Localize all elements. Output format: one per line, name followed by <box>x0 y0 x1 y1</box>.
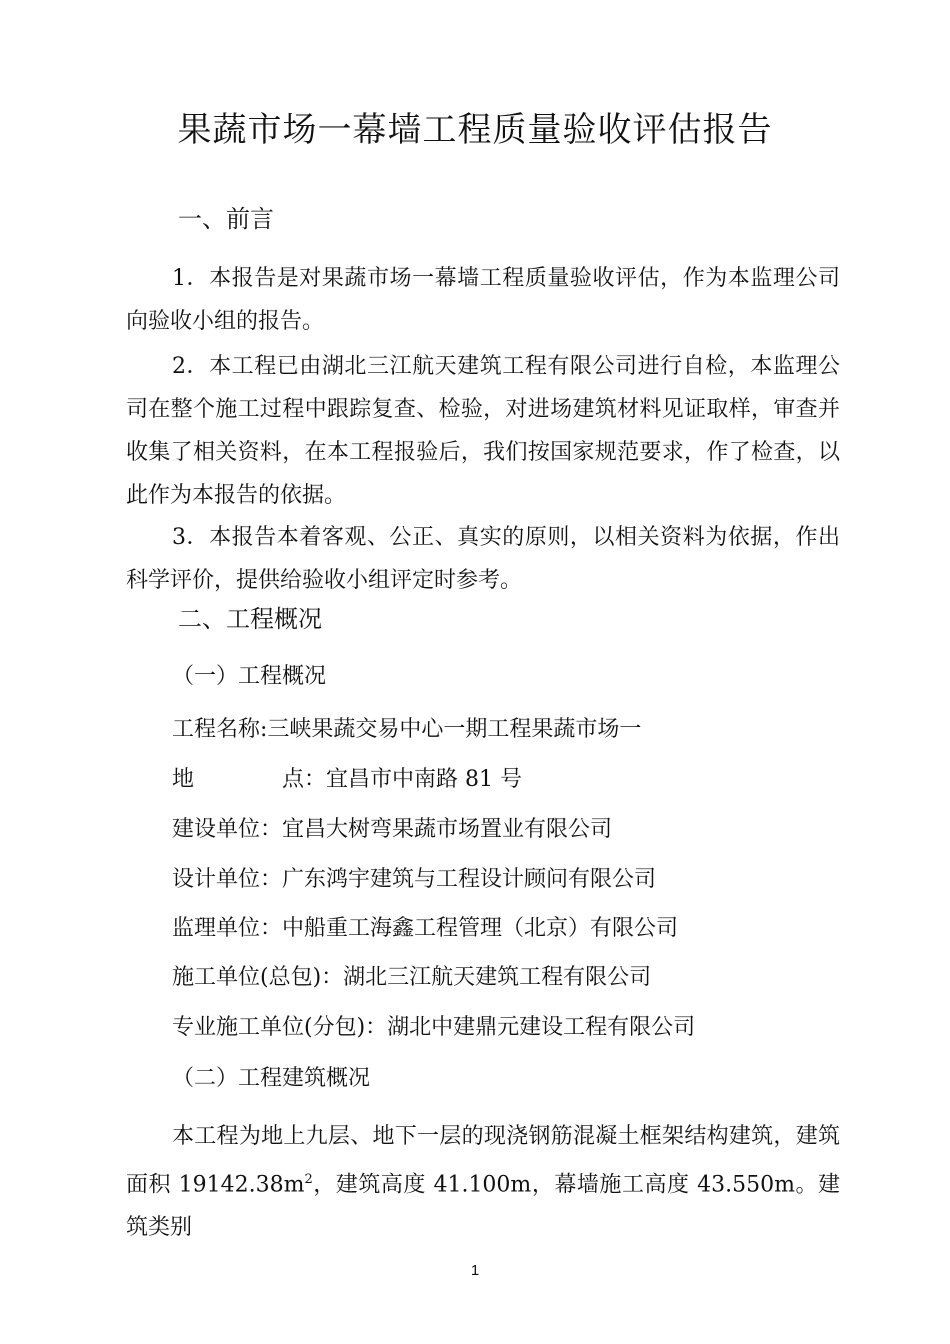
preface-paragraph-3: 3．本报告本着客观、公正、真实的原则，以相关资料为依据，作出科学评价，提供给验收小组评定时参考。 <box>126 525 840 593</box>
location-label-char-1: 地 <box>172 767 195 792</box>
designer-field: 设计单位：广东鸿宇建筑与工程设计顾问有限公司 <box>172 867 657 892</box>
location-value: 宜昌市中南路 81 号 <box>326 767 522 792</box>
page-number: 1 <box>470 1262 480 1279</box>
subsection-heading-project: （一）工程概况 <box>172 664 327 689</box>
owner-field: 建设单位：宜昌大树弯果蔬市场置业有限公司 <box>172 817 613 842</box>
project-name-field: 工程名称:三峡果蔬交易中心一期工程果蔬市场一 <box>172 717 642 742</box>
section-heading-preface: 一、前言 <box>178 205 274 233</box>
location-field <box>172 765 522 795</box>
document-title: 果蔬市场一幕墙工程质量验收评估报告 <box>177 110 773 150</box>
location-label-char-2: 点： <box>282 767 327 792</box>
subsection-heading-building: （二）工程建筑概况 <box>172 1066 371 1091</box>
preface-paragraph-1: 1．本报告是对果蔬市场一幕墙工程质量验收评估，作为本监理公司向验收小组的报告。 <box>126 266 840 334</box>
building-paragraph-text-2: ，建筑高度 41.100m，幕墙施工高度 43.550m。建筑类别 <box>126 1172 841 1241</box>
subcontractor-field: 专业施工单位(分包)：湖北中建鼎元建设工程有限公司 <box>172 1015 696 1040</box>
building-paragraph-text-1: 本工程为地上九层、地下一层的现浇钢筋混凝土框架结构建筑，建筑面积 19142.38m <box>126 1124 840 1198</box>
supervisor-field: 监理单位：中船重工海鑫工程管理（北京）有限公司 <box>172 916 679 941</box>
preface-paragraph-2: 2．本工程已由湖北三江航天建筑工程有限公司进行自检，本监理公司在整个施工过程中跟踪复查、检验，对进场建筑材料见证取样，审查并收集了相关资料，在本工程报验后，我们按国家规范要求，作了检查，以此作为本报告的依据。 <box>126 354 840 508</box>
building-overview-paragraph <box>126 1115 840 1249</box>
area-unit-superscript: 2 <box>304 1172 313 1187</box>
section-heading-overview: 二、工程概况 <box>178 605 322 633</box>
contractor-field: 施工单位(总包)：湖北三江航天建筑工程有限公司 <box>172 965 652 990</box>
